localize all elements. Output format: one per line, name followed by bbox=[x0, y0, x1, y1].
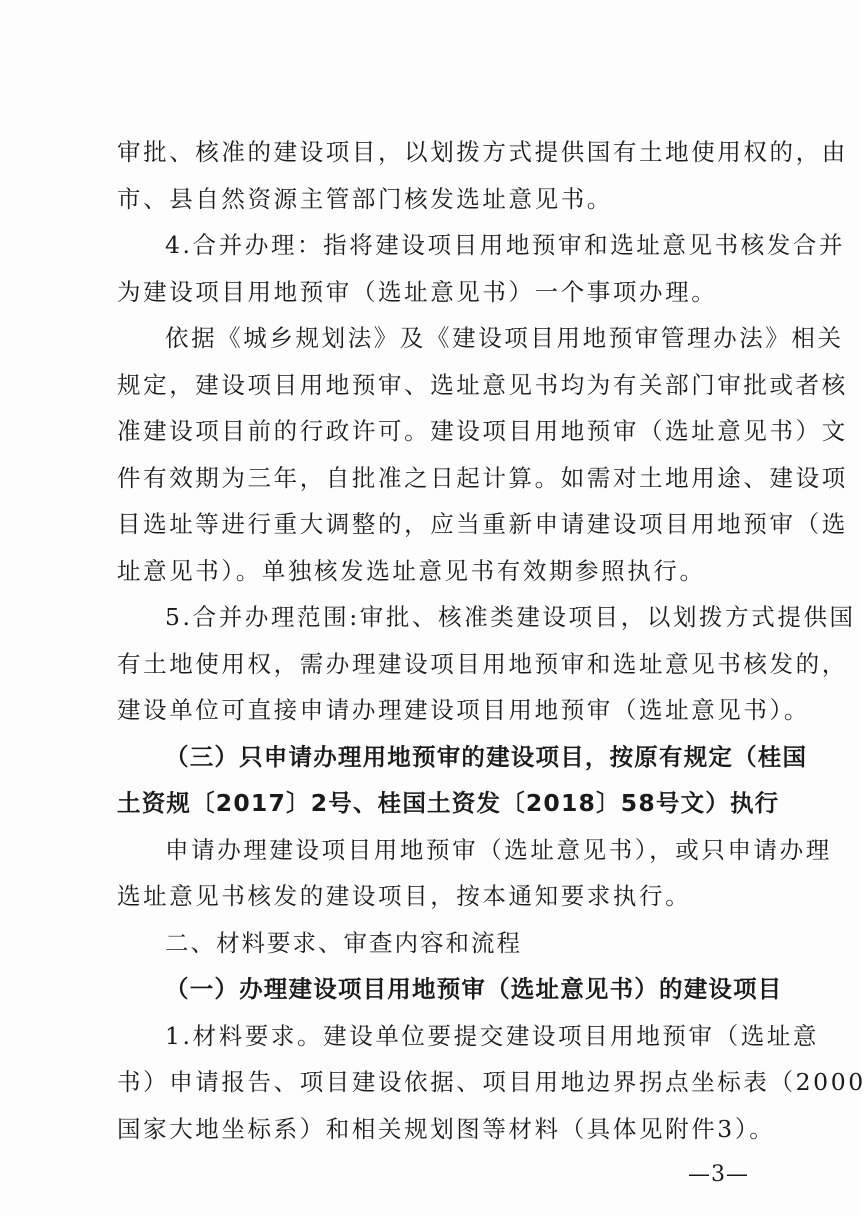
text-line: 建设单位可直接申请办理建设项目用地预审（选址意见书）。 bbox=[117, 696, 810, 724]
text-line: 选址意见书核发的建设项目，按本通知要求执行。 bbox=[117, 882, 692, 910]
subsection-heading-continued: 土资规〔2017〕2号、桂国土资发〔2018〕58号文）执行 bbox=[117, 789, 780, 817]
text-line: 规定，建设项目用地预审、选址意见书均为有关部门审批或者核 bbox=[117, 371, 848, 399]
text-line: 国家大地坐标系）和相关规划图等材料（具体见附件3）。 bbox=[117, 1115, 776, 1143]
text-line: 为建设项目用地预审（选址意见书）一个事项办理。 bbox=[117, 278, 718, 306]
subsection-heading: （三）只申请办理用地预审的建设项目，按原有规定（桂国 bbox=[165, 743, 808, 771]
text-line: 审批、核准的建设项目，以划拨方式提供国有土地使用权的，由 bbox=[117, 138, 848, 166]
subsection-heading: （一）办理建设项目用地预审（选址意见书）的建设项目 bbox=[165, 975, 783, 1003]
text-line: 址意见书）。单独核发选址意见书有效期参照执行。 bbox=[117, 557, 706, 585]
text-line: 目选址等进行重大调整的，应当重新申请建设项目用地预审（选 bbox=[117, 510, 848, 538]
paragraph-first-line: 1.材料要求。建设单位要提交建设项目用地预审（选址意 bbox=[165, 1022, 820, 1050]
paragraph-first-line: 5.合并办理范围:审批、核准类建设项目，以划拨方式提供国 bbox=[165, 603, 856, 631]
section-heading: 二、材料要求、审查内容和流程 bbox=[165, 929, 522, 957]
text-line: 准建设项目前的行政许可。建设项目用地预审（选址意见书）文 bbox=[117, 417, 848, 445]
paragraph-first-line: 4.合并办理：指将建设项目用地预审和选址意见书核发合并 bbox=[165, 231, 846, 259]
text-line: 书）申请报告、项目建设依据、项目用地边界拐点坐标表（2000 bbox=[117, 1068, 866, 1096]
text-line: 件有效期为三年，自批准之日起计算。如需对土地用途、建设项 bbox=[117, 464, 848, 492]
paragraph-first-line: 申请办理建设项目用地预审（选址意见书），或只申请办理 bbox=[165, 836, 832, 864]
paragraph-first-line: 依据《城乡规划法》及《建设项目用地预审管理办法》相关 bbox=[165, 324, 844, 352]
text-line: 市、县自然资源主管部门核发选址意见书。 bbox=[117, 185, 613, 213]
page-number: —3— bbox=[688, 1162, 749, 1187]
text-line: 有土地使用权，需办理建设项目用地预审和选址意见书核发的， bbox=[117, 650, 848, 678]
